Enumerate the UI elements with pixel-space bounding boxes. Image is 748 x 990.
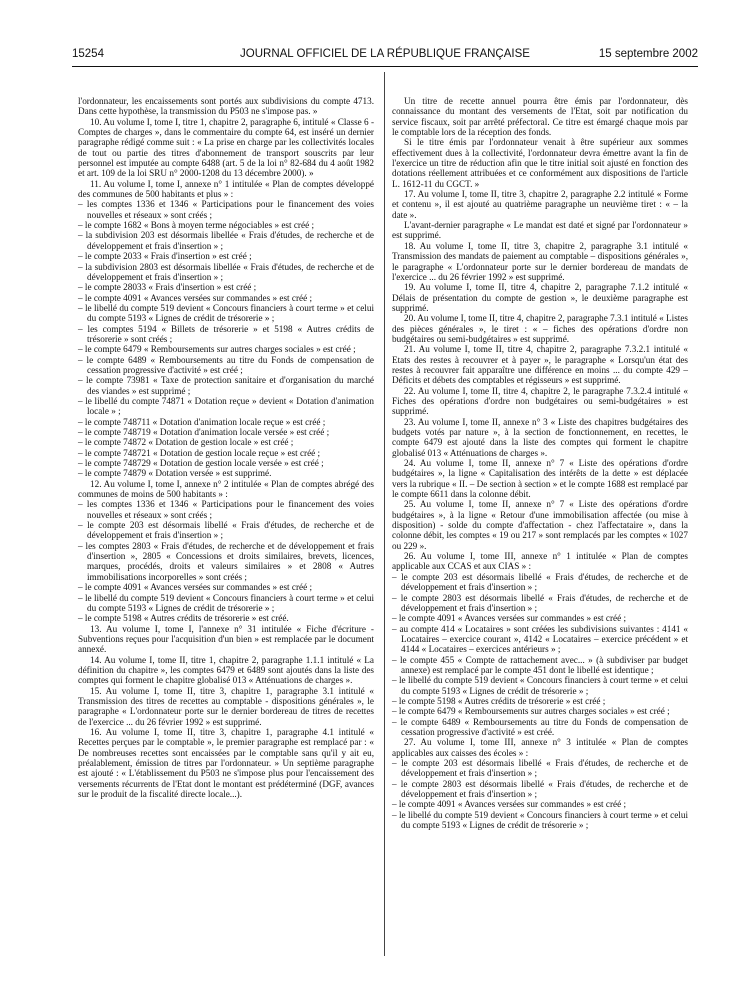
paragraph: 11. Au volume I, tome I, annexe n° 1 intitulée « Plan de comptes développé des communes de 500 habitants et plus » : <box>78 178 374 200</box>
page-number: 15254 <box>72 48 104 60</box>
paragraph: 18. Au volume I, tome II, titre 3, chapitre 2, paragraphe 3.1 intitulé « Transmission des mandats de paiement au comptable – dispositions générales », le paragraphe « L'ordonnateur porte sur le dernier bordereau de mandats de l'exercice ... du 26 février 1992 » est supprimé. <box>392 240 688 282</box>
publication-date: 15 septembre 2002 <box>598 48 698 60</box>
paragraph: 23. Au volume I, tome II, annexe n° 3 « Liste des chapitres budgétaires des budgets votés par nature », à la section de fonctionnement, en recettes, le compte 6479 est ajouté dans la liste des comptes qui forment le chapitre globalisé 013 « Atténuations de charges ». <box>392 416 688 458</box>
paragraph: – le compte 203 est désormais libellé « Frais d'études, de recherche et de développement et frais d'insertion » ; <box>392 571 688 593</box>
paragraph: – le compte 6479 « Remboursements sur autres charges sociales » est créé ; <box>78 344 356 355</box>
paragraph: – le compte 5198 « Autres crédits de trésorerie » est créé ; <box>392 695 606 706</box>
paragraph: – le compte 4091 « Avances versées sur commandes » est créé ; <box>78 292 313 303</box>
paragraph: 21. Au volume I, tome II, titre 4, chapitre 2, paragraphe 7.3.2.1 intitulé « Etats des restes à recouvrer et à payer », le paragraphe « Lorsqu'un état des restes à recouvrer fait apparaître une différence en moins ... du compte 429 – Déficits et débets des comptables et régisseurs » est supprimé. <box>392 344 688 386</box>
paragraph: – le compte 203 est désormais libellé « Frais d'études, de recherche et de développement et frais d'insertion » ; <box>392 758 688 779</box>
paragraph: – le compte 4091 « Avances versées sur commandes » est créé ; <box>392 799 627 810</box>
paragraph: – le compte 2803 est désormais libellé « Frais d'études, de recherche et de développement et frais d'insertion » ; <box>392 592 688 613</box>
paragraph: – le compte 74879 « Dotation versée » est supprimé. <box>78 468 272 479</box>
paragraph: – le compte 74872 « Dotation de gestion locale » est créé ; <box>78 437 294 448</box>
paragraph: – la subdivision 2803 est désormais libellée « Frais d'études, de recherche et de développement et frais d'insertion » ; <box>78 261 374 282</box>
paragraph: 20. Au volume I, tome II, titre 4, chapitre 2, paragraphe 7.3.1 intitulé « Listes des pièces générales », le tiret : « – fiches des opérations d'ordre non budgétaires ou semi-budgétaires » est supprimé. <box>392 313 688 344</box>
paragraph: 25. Au volume I, tome II, annexe n° 7 « Liste des opérations d'ordre budgétaires », à la ligne « Retour d'une immobilisation affectée (ou mise à disposition) - solde du compte d'affectation - chez l'affectataire », dans la colonne débit, les comptes « 19 ou 217 » sont remplacés par les comptes « 1027 ou 229 ». <box>392 499 688 551</box>
paragraph: – le compte 2803 est désormais libellé « Frais d'études, de recherche et de développement et frais d'insertion » ; <box>392 778 688 800</box>
paragraph: – les comptes 1336 et 1346 « Participations pour le financement des voies nouvelles et réseaux » sont créés ; <box>78 199 374 220</box>
paragraph: – le compte 2033 « Frais d'insertion » est créé ; <box>78 251 252 262</box>
paragraph: – le compte 6489 « Remboursements au titre du Fonds de compensation de cessation progressive d'activité » est créé. <box>392 716 688 737</box>
paragraph: – le compte 748729 « Dotation de gestion locale versée » est créé ; <box>78 458 324 469</box>
paragraph: – le libellé du compte 74871 « Dotation reçue » devient « Dotation d'animation locale » ; <box>78 395 374 417</box>
paragraph: – le compte 748721 « Dotation de gestion locale reçue » est créé ; <box>78 447 321 458</box>
paragraph: – le compte 203 est désormais libellé « Frais d'études, de recherche et de développement et frais d'insertion » ; <box>78 520 374 541</box>
paragraph: – le compte 455 « Compte de rattachement avec... » (à subdiviser par budget annexe) est remplacé par le compte 451 dont le libellé est identique ; <box>392 654 688 675</box>
journal-title: JOURNAL OFFICIEL DE LA RÉPUBLIQUE FRANÇAISE <box>240 48 530 60</box>
paragraph: – le libellé du compte 519 devient « Concours financiers à court terme » et celui du compte 5193 « Lignes de crédit de trésorerie » ; <box>78 302 374 324</box>
paragraph: – le compte 748711 « Dotation d'animation locale reçue » est créé ; <box>78 416 326 427</box>
paragraph: – le compte 6489 « Remboursements au titre du Fonds de compensation de cessation progressive d'activité » est créé ; <box>78 354 374 375</box>
paragraph: – le compte 1682 « Bons à moyen terme négociables » est créé ; <box>78 220 314 231</box>
paragraph: 16. Au volume I, tome II, titre 3, chapitre 1, paragraphe 4.1 intitulé « Recettes perçues par le comptable », le premier paragraphe est remplacé par : « De nombreuses recettes sont encaissées par le comptable sans qu'il y ait eu, préalablement, émission de titres par l'ordonnateur. » Un septième paragraphe est ajouté : « L'établissement du P503 ne s'impose plus pour l'encaissement des versements récurrents de l'Etat dont le montant est prédéterminé (DGF, avances sur le produit de la fiscalité directe locale...). <box>78 726 374 800</box>
paragraph: 17. Au volume I, tome II, titre 3, chapitre 2, paragraphe 2.2 intitulé « Forme et contenu », il est ajouté au quatrième paragraphe un neuvième tiret : « – la date ». <box>392 189 688 220</box>
paragraph: – au compte 414 « Locataires » sont créées les subdivisions suivantes : 4141 « Locataires – exercice courant », 4142 « Locataires – exercice précédent » et 4144 « Locataires – exercices antérieurs » ; <box>392 623 688 655</box>
paragraph: – le compte 4091 « Avances versées sur commandes » est créé ; <box>392 613 627 624</box>
paragraph: L'avant-dernier paragraphe « Le mandat est daté et signé par l'ordonnateur » est supprimé. <box>392 220 688 241</box>
paragraph: 22. Au volume I, tome II, titre 4, chapitre 2, le paragraphe 7.3.2.4 intitulé « Fiches des opérations d'ordre non budgétaires ou semi-budgétaires » est supprimé. <box>392 385 688 417</box>
paragraph: 27. Au volume I, tome III, annexe n° 3 intitulée « Plan de comptes applicables aux caisses des écoles » : <box>392 737 688 758</box>
paragraph: – le compte 6479 « Remboursements sur autres charges sociales » est créé ; <box>392 706 670 717</box>
paragraph: 14. Au volume I, tome II, titre 1, chapitre 2, paragraphe 1.1.1 intitulé « La définition du chapitre », les comptes 6479 et 6489 sont ajoutés dans la liste des comptes qui forment le chapitre globalisé 013 « Atténuations de charges ». <box>78 654 374 686</box>
header-rule <box>72 66 698 67</box>
paragraph: Un titre de recette annuel pourra être émis par l'ordonnateur, dès connaissance du montant des versements de l'Etat, soit par notification du service fiscaux, soit par arrêté préfectoral. Ce titre est émargé chaque mois par le comptable lors de la réception des fonds. <box>392 96 688 138</box>
paragraph: 24. Au volume I, tome II, annexe n° 7 « Liste des opérations d'ordre budgétaires », la ligne « Capitalisation des intérêts de la dette » est déplacée vers la rubrique « II. – De section à section » et le compte 1688 est remplacé par le compte 6611 dans la colonne débit. <box>392 458 688 500</box>
paragraph: l'ordonnateur, les encaissements sont portés aux subdivisions du compte 4713. Dans cette hypothèse, la transmission du P503 ne s'impose pas. » <box>78 96 374 117</box>
paragraph: 15. Au volume I, tome II, titre 3, chapitre 1, paragraphe 3.1 intitulé « Transmission des titres de recettes au comptable - dispositions générales », le paragraphe « L'ordonnateur porte sur le dernier bordereau de titres de recettes de l'exercice ... du 26 février 1992 » est supprimé. <box>78 685 374 727</box>
left-column <box>78 96 374 799</box>
paragraph: 12. Au volume I, tome I, annexe n° 2 intitulée « Plan de comptes abrégé des communes de moins de 500 habitants » : <box>78 478 374 500</box>
paragraph: – la subdivision 203 est désormais libellée « Frais d'études, de recherche et de développement et frais d'insertion » ; <box>78 230 374 251</box>
paragraph: – les comptes 2803 « Frais d'études, de recherche et de développement et frais d'insertion », 2805 « Concessions et droits similaires, brevets, licences, marques, procédés, droits et valeurs similaires » et 2808 « Autres immobilisations incorporelles » sont créés ; <box>78 540 374 582</box>
paragraph: – le compte 748719 « Dotation d'animation locale versée » est créé ; <box>78 427 330 437</box>
column-divider <box>384 72 385 956</box>
paragraph: – le compte 4091 « Avances versées sur commandes » est créé ; <box>78 582 313 593</box>
paragraph: 26. Au volume I, tome III, annexe n° 1 intitulée « Plan de comptes applicable aux CCAS et aux CIAS » : <box>392 551 688 572</box>
paragraph: – le libellé du compte 519 devient « Concours financiers à court terme » et celui du compte 5193 « Lignes de crédit de trésorerie » ; <box>392 675 688 696</box>
paragraph: – les comptes 1336 et 1346 « Participations pour le financement des voies nouvelles et réseaux » sont créés ; <box>78 499 374 520</box>
paragraph: Si le titre émis par l'ordonnateur venait à être supérieur aux sommes effectivement dues à la collectivité, l'ordonnateur devra émettre avant la fin de l'exercice un titre de réduction afin que le titre initial soit ajusté en fonction des dotations réellement attribuées et ce conformément aux dispositions de l'article L. 1612-11 du CGCT. » <box>392 137 688 189</box>
paragraph: – le compte 73981 « Taxe de protection sanitaire et d'organisation du marché des viandes » est supprimé ; <box>78 375 374 396</box>
paragraph: – le libellé du compte 519 devient « Concours financiers à court terme » et celui du compte 5193 « Lignes de crédit de trésorerie » ; <box>392 809 688 831</box>
paragraph: 19. Au volume I, tome II, titre 4, chapitre 2, paragraphe 7.1.2 intitulé « Délais de présentation du compte de gestion », le deuxième paragraphe est supprimé. <box>392 282 688 313</box>
paragraph: – le compte 28033 « Frais d'insertion » est créé ; <box>78 282 257 293</box>
right-column <box>392 96 688 830</box>
paragraph: 13. Au volume I, tome I, l'annexe n° 31 intitulée « Fiche d'écriture - Subventions reçues pour l'acquisition d'un bien » est remplacée par le document annexé. <box>78 623 374 655</box>
paragraph: 10. Au volume I, tome I, titre 1, chapitre 2, paragraphe 6, intitulé « Classe 6 - Comptes de charges », dans le commentaire du compte 64, est inséré un dernier paragraphe rédigé comme suit : « La prise en charge par les collectivités locales de tout ou partie des titres d'abonnement de transport souscrits par leur personnel est imputée au compte 6488 (art. 5 de la loi n° 82-684 du 4 août 1982 et art. 109 de la loi SRU n° 2000-1208 du 13 décembre 2000). » <box>78 116 374 179</box>
paragraph: – le compte 5198 « Autres crédits de trésorerie » est créé. <box>78 613 289 624</box>
paragraph: – le libellé du compte 519 devient « Concours financiers à court terme » et celui du compte 5193 « Lignes de crédit de trésorerie » ; <box>78 592 374 613</box>
page-header <box>72 48 698 66</box>
paragraph: – les comptes 5194 « Billets de trésorerie » et 5198 « Autres crédits de trésorerie » sont créés ; <box>78 323 374 344</box>
